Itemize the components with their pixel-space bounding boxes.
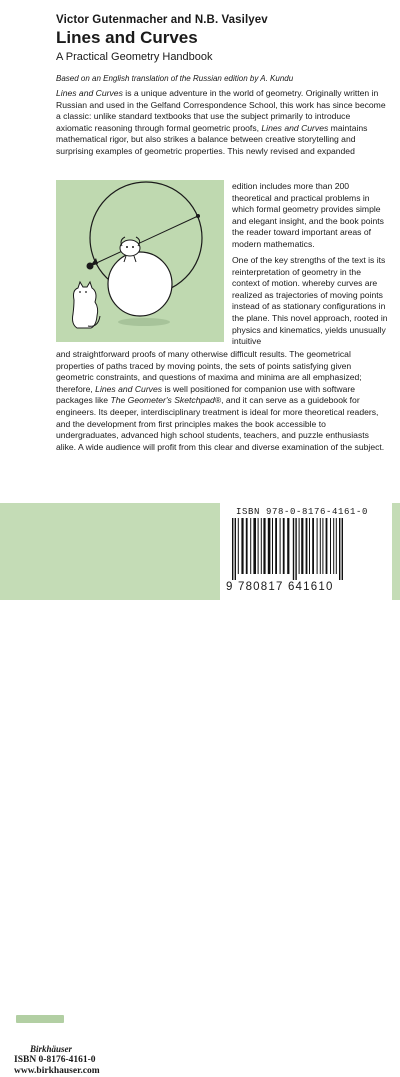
barcode-box: [220, 503, 392, 600]
barcode-icon: [228, 518, 384, 580]
ball: [108, 252, 172, 316]
description-paragraph-1-continued: edition includes more than 200 theoretical and practical problems in which formal geometry provides simple and elegant insight, and the book points the reader toward important areas of modern mathematics.: [232, 181, 384, 249]
book-subtitle: A Practical Geometry Handbook: [56, 51, 213, 63]
publisher-website: www.birkhauser.com: [14, 1066, 100, 1076]
translation-note: Based on an English translation of the Russian edition by A. Kundu: [56, 74, 294, 83]
barcode-digits: 9 780817 641610: [226, 581, 334, 593]
description-paragraph-2: One of the key strengths of the text is its reinterpretation of geometry in the context of motion. whereby curves are realized as trajectories of moving points instead of as stationary configurations in the plane. This novel approach, rooted in physics and kinematics, yields unusually intuitive: [232, 255, 388, 347]
publisher-isbn: ISBN 0-8176-4161-0: [14, 1055, 96, 1065]
cover-illustration: [56, 180, 224, 342]
authors: Victor Gutenmacher and N.B. Vasilyev: [56, 14, 268, 26]
publisher-name: Birkhäuser: [30, 1044, 73, 1054]
description-paragraph-2-continued: and straightforward proofs of many otherwise difficult results. The geometrical properties of paths traced by moving points, the sets of points satisfying given geometric constraints, and questions of maxima and minima are all emphasized; therefore, Lines and Curves is well positioned for companion use with software packages like The Geometer's Sketchpad®, and it can serve as a guidebook for engineers. Its deeper, interdisciplinary treatment is ideal for more theoretical readers, and the development from first principles makes the book accessible to undergraduates, advanced high school students, teachers, and puzzle enthusiasts alike. A wide audience will profit from this clear and diverse examination of the subject.: [56, 349, 385, 452]
description-paragraph-1: Lines and Curves is a unique adventure in the world of geometry. Originally written in Russian and used in the Gelfand Correspondence School, this work has since become a classic: unlike standard textbooks that use the subject primarily to introduce axiomatic reasoning through formal geometric proofs, Lines and Curves maintains mathematical rigor, but also strikes a balance between creative storytelling and surprising examples of geometric properties. This newly revised and expanded: [56, 88, 386, 156]
book-title: Lines and Curves: [56, 28, 198, 47]
cat-figure: [73, 282, 101, 328]
point-marker: [196, 214, 200, 218]
publisher-block: [14, 1044, 134, 1077]
faded-label-bar: [16, 1015, 64, 1023]
barcode-isbn: ISBN 978-0-8176-4161-0: [236, 507, 369, 517]
